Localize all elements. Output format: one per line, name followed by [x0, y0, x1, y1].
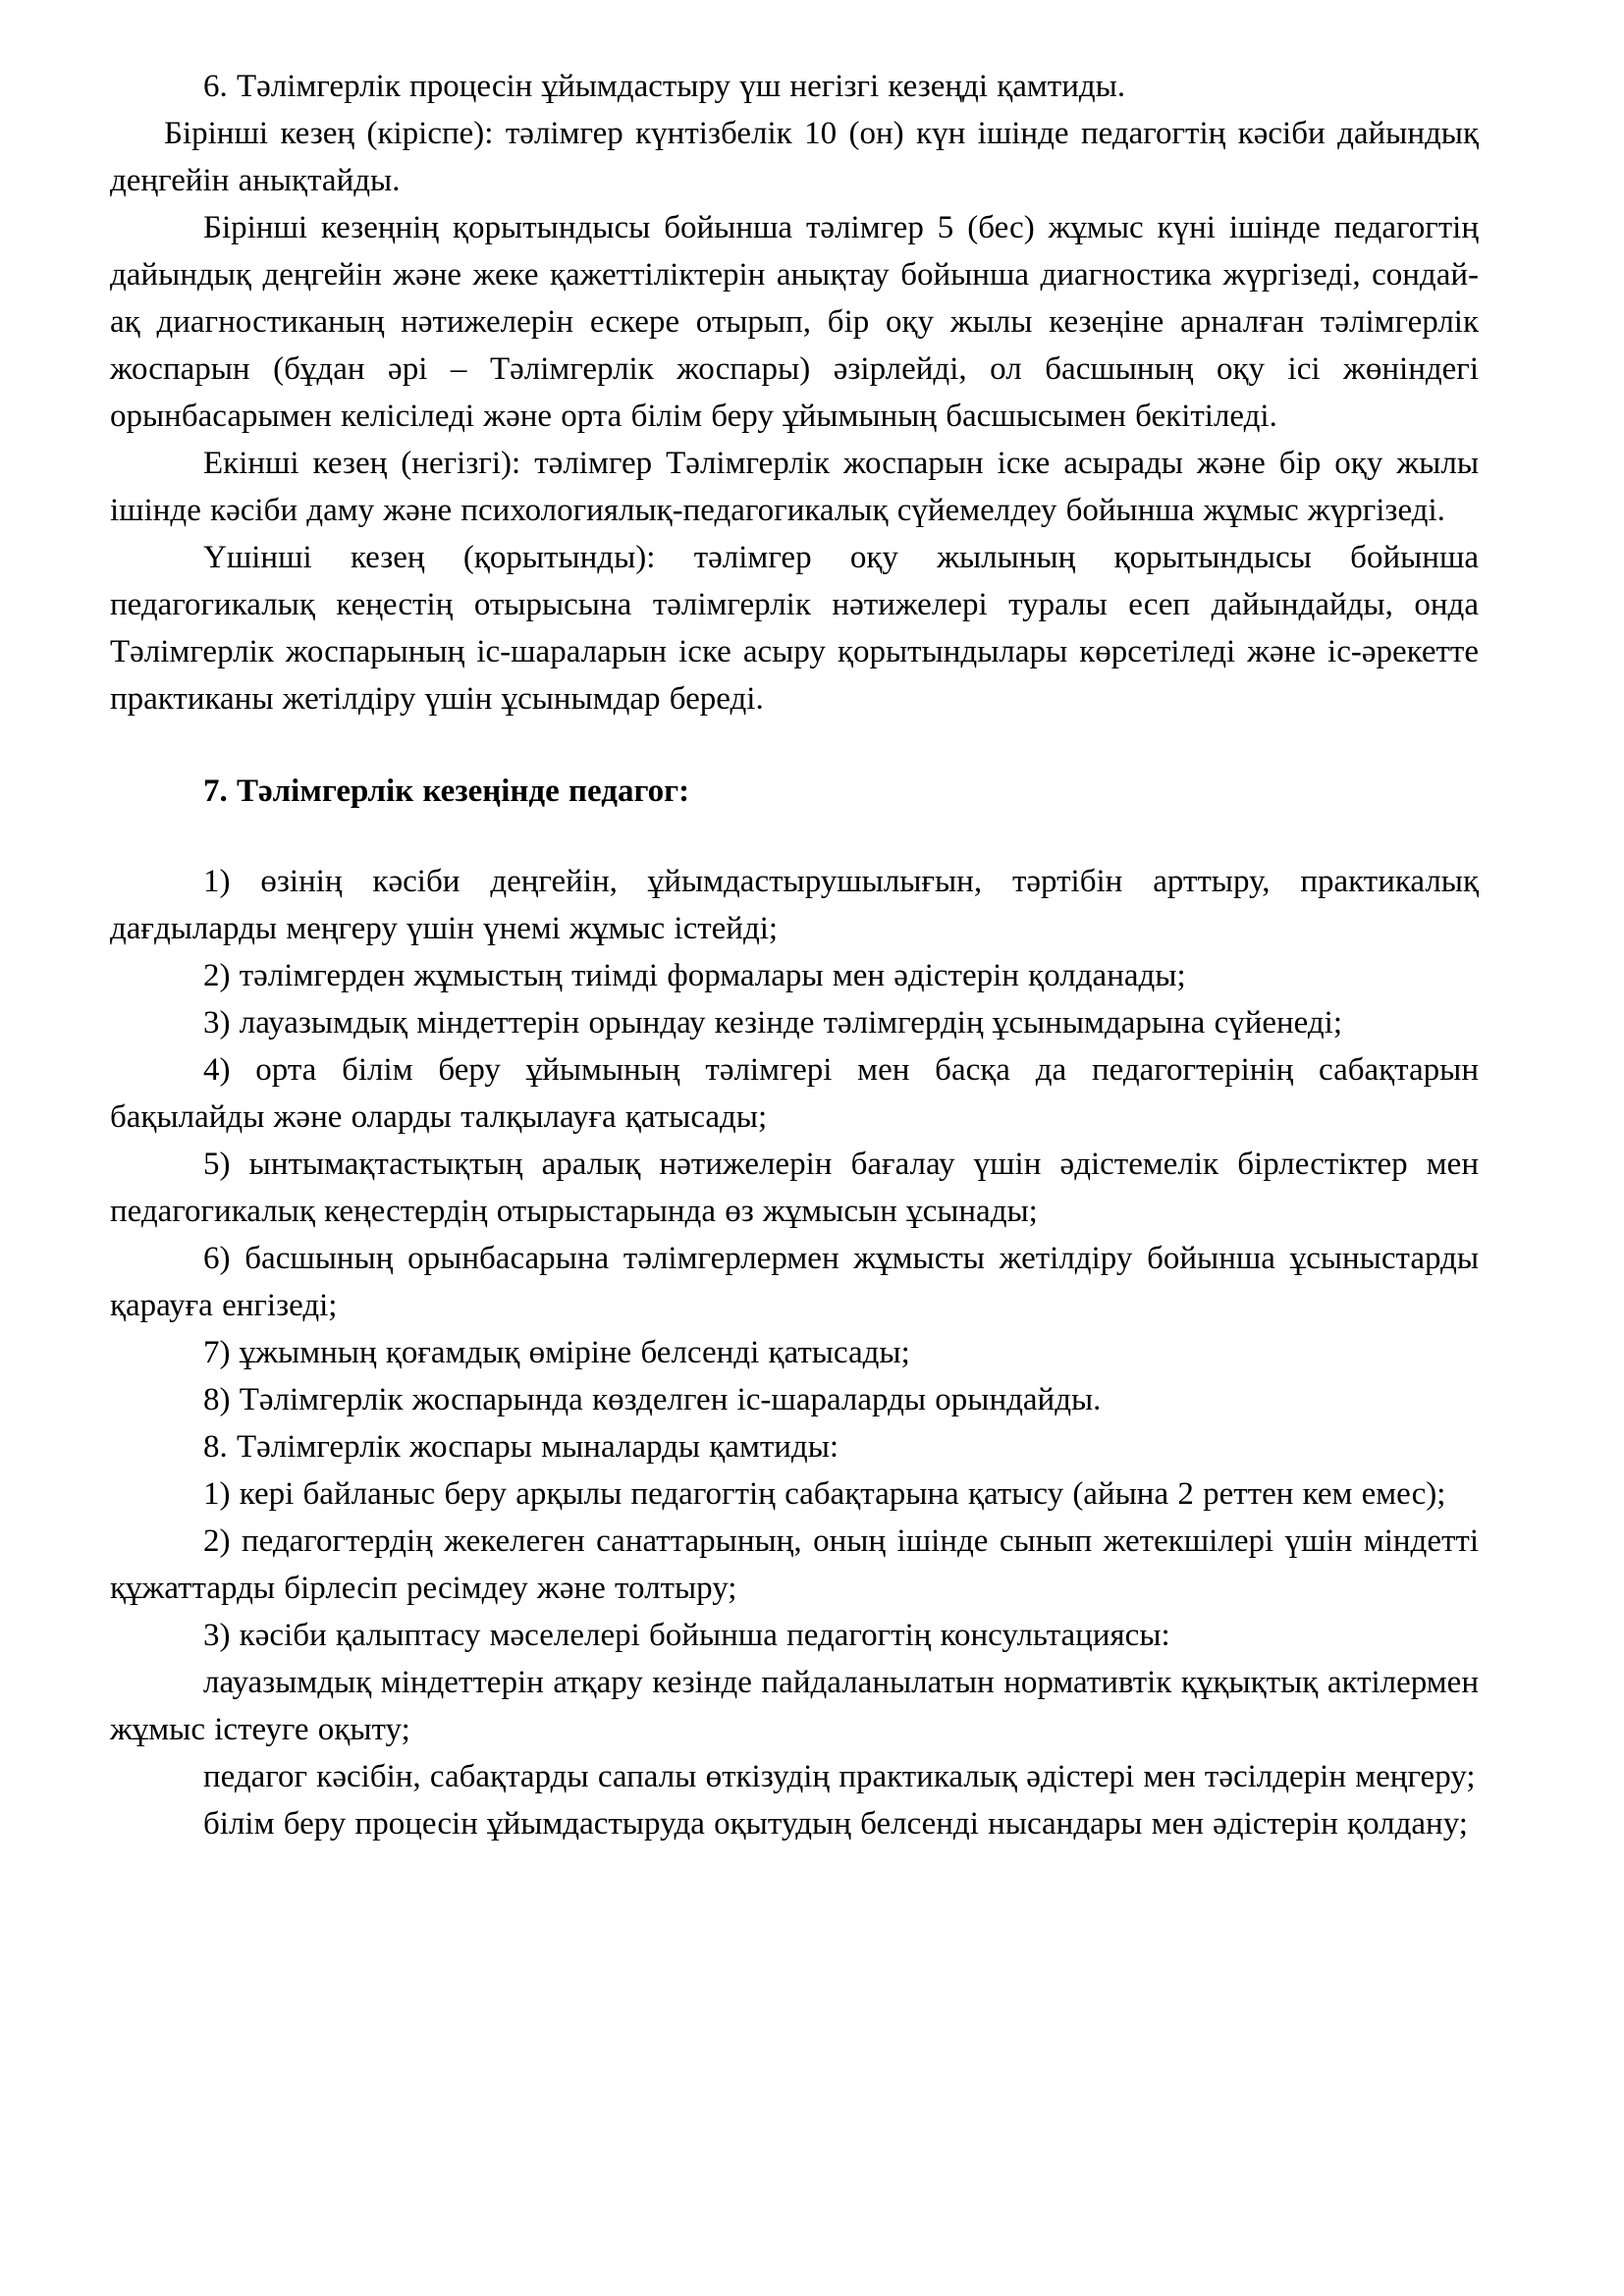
paragraph-stage-first-results: Бірінші кезеңнің қорытындысы бойынша тәлімгер 5 (бес) жұмыс күні ішінде педагогтің дайындық деңгейін және жеке қажеттіліктерін анықтау бойынша диагностика жүргізеді, сондай-ақ диагностиканың нәтижелерін ескере отырып, бір оқу жылы кезеңіне арналған тәлімгерлік жоспарын (бұдан әрі – Тәлімгерлік жоспары) әзірлейді, ол басшының оқу ісі жөніндегі орынбасарымен келісіледі және орта білім беру ұйымының басшысымен бекітіледі. — [110, 210, 1479, 434]
list-item-7-1: 1) өзінің кәсіби деңгейін, ұйымдастырушылығын, тәртібін арттыру, практикалық дағдыларды меңгеру үшін үнемі жұмыс істейді; — [110, 864, 1479, 946]
list-item-7-7: 7) ұжымның қоғамдық өміріне белсенді қатысады; — [203, 1335, 910, 1370]
list-item-7-4: 4) орта білім беру ұйымының тәлімгері мен басқа да педагогтерінің сабақтарын бақылайды және оларды талқылауға қатысады; — [110, 1052, 1479, 1135]
paragraph-consultation-norms: лауазымдық міндеттерін атқару кезінде пайдаланылатын нормативтік құқықтық актілермен жұмыс істеуге оқыту; — [110, 1665, 1479, 1747]
section-7-heading: 7. Тәлімгерлік кезеңінде педагог: — [203, 774, 690, 809]
paragraph-stage-first: Бірінші кезең (кіріспе): тәлімгер күнтізбелік 10 (он) күн ішінде педагогтің кәсіби дайындық деңгейін анықтайды. — [110, 116, 1479, 198]
paragraph-stage-second: Екінші кезең (негізгі): тәлімгер Тәлімгерлік жоспарын іске асырады және бір оқу жылы ішінде кәсіби даму және психологиялық-педагогикалық сүйемелдеу бойынша жұмыс жүргізеді. — [110, 446, 1479, 528]
list-item-7-3: 3) лауазымдық міндеттерін орындау кезінде тәлімгердің ұсынымдарына сүйенеді; — [203, 1005, 1343, 1041]
document-body — [110, 63, 1479, 1847]
list-item-7-6: 6) басшының орынбасарына тәлімгерлермен жұмысты жетілдіру бойынша ұсыныстарды қарауға енгізеді; — [110, 1241, 1479, 1323]
paragraph-consultation-active-forms: білім беру процесін ұйымдастыруда оқытудың белсенді нысандары мен әдістерін қолдану; — [203, 1806, 1468, 1842]
paragraph-point-8: 8. Тәлімгерлік жоспары мыналарды қамтиды: — [203, 1429, 839, 1465]
list-item-7-5: 5) ынтымақтастықтың аралық нәтижелерін бағалау үшін әдістемелік бірлестіктер мен педагогикалық кеңестердің отырыстарында өз жұмысын ұсынады; — [110, 1147, 1479, 1229]
list-item-7-2: 2) тәлімгерден жұмыстың тиімді формалары мен әдістерін қолданады; — [203, 958, 1186, 993]
list-item-7-8: 8) Тәлімгерлік жоспарында көзделген іс-шараларды орындайды. — [203, 1382, 1102, 1417]
list-item-8-2: 2) педагогтердің жекелеген санаттарының, оның ішінде сынып жетекшілері үшін міндетті құжаттарды бірлесіп ресімдеу және толтыру; — [110, 1523, 1479, 1606]
list-item-8-1: 1) кері байланыс беру арқылы педагогтің сабақтарына қатысу (айына 2 реттен кем емес); — [203, 1476, 1446, 1512]
paragraph-consultation-methods: педагог кәсібін, сабақтарды сапалы өткізудің практикалық әдістері мен тәсілдерін меңгеру; — [203, 1759, 1476, 1794]
paragraph-stage-third: Үшінші кезең (қорытынды): тәлімгер оқу жылының қорытындысы бойынша педагогикалық кеңестің отырысына тәлімгерлік нәтижелері туралы есеп дайындайды, онда Тәлімгерлік жоспарының іс-шараларын іске асыру қорытындылары көрсетіледі және іс-әрекетте практиканы жетілдіру үшін ұсынымдар береді. — [110, 540, 1479, 717]
list-item-8-3: 3) кәсіби қалыптасу мәселелері бойынша педагогтің консультациясы: — [203, 1618, 1170, 1653]
paragraph-point-6: 6. Тәлімгерлік процесін ұйымдастыру үш негізгі кезеңді қамтиды. — [203, 69, 1126, 104]
